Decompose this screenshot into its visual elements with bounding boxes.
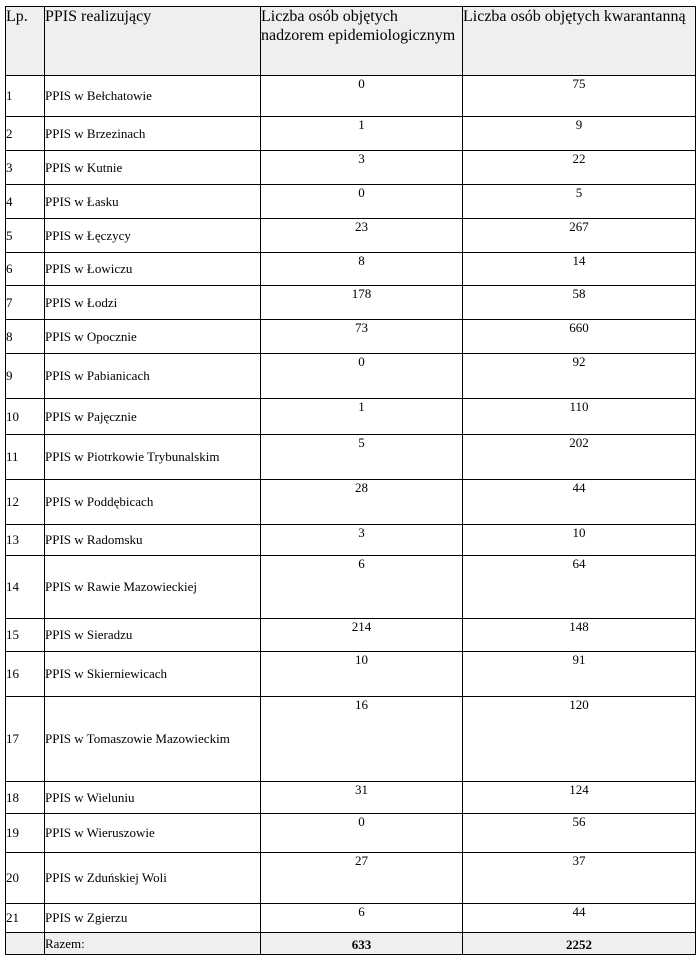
- row-nadzor: 8: [261, 253, 463, 286]
- row-nadzor: 28: [261, 480, 463, 525]
- row-nadzor: 16: [261, 697, 463, 782]
- row-lp: 17: [6, 697, 45, 782]
- header-nadzor: Liczba osób objętych nadzorem epidemiologicznym: [261, 7, 463, 76]
- row-name: PPIS w Zduńskiej Woli: [45, 853, 261, 904]
- row-kwarantanna: 660: [463, 320, 696, 354]
- table-row: [6, 556, 696, 619]
- row-name: PPIS w Piotrkowie Trybunalskim: [45, 435, 261, 480]
- row-kwarantanna: 9: [463, 117, 696, 151]
- table-row: [6, 117, 696, 151]
- row-name: PPIS w Rawie Mazowieckiej: [45, 556, 261, 619]
- row-name: PPIS w Zgierzu: [45, 904, 261, 933]
- table-row: [6, 185, 696, 219]
- row-kwarantanna: 22: [463, 151, 696, 185]
- row-lp: 6: [6, 253, 45, 286]
- row-name: PPIS w Wieluniu: [45, 782, 261, 814]
- table-row: [6, 853, 696, 904]
- table-row: [6, 435, 696, 480]
- row-kwarantanna: 14: [463, 253, 696, 286]
- total-nadzor: 633: [261, 933, 463, 955]
- table-row: [6, 525, 696, 556]
- table-row: [6, 782, 696, 814]
- row-name: PPIS w Łęczycy: [45, 219, 261, 253]
- row-name: PPIS w Tomaszowie Mazowieckim: [45, 697, 261, 782]
- table-row: [6, 399, 696, 435]
- row-nadzor: 3: [261, 151, 463, 185]
- header-lp: Lp.: [6, 7, 45, 76]
- row-kwarantanna: 5: [463, 185, 696, 219]
- row-name: PPIS w Wieruszowie: [45, 814, 261, 853]
- row-nadzor: 31: [261, 782, 463, 814]
- row-nadzor: 0: [261, 354, 463, 399]
- row-name: PPIS w Łowiczu: [45, 253, 261, 286]
- row-nadzor: 73: [261, 320, 463, 354]
- table-row: [6, 76, 696, 117]
- row-kwarantanna: 44: [463, 480, 696, 525]
- total-row: [6, 933, 696, 955]
- row-lp: 21: [6, 904, 45, 933]
- row-name: PPIS w Kutnie: [45, 151, 261, 185]
- total-lp-cell: [6, 933, 45, 955]
- table-row: [6, 814, 696, 853]
- row-lp: 16: [6, 652, 45, 697]
- row-lp: 20: [6, 853, 45, 904]
- row-lp: 19: [6, 814, 45, 853]
- row-kwarantanna: 110: [463, 399, 696, 435]
- row-name: PPIS w Opocznie: [45, 320, 261, 354]
- total-kwarantanna: 2252: [463, 933, 696, 955]
- header-kwarantanna: Liczba osób objętych kwarantanną: [463, 7, 696, 76]
- row-name: PPIS w Sieradzu: [45, 619, 261, 652]
- table-row: [6, 219, 696, 253]
- row-nadzor: 5: [261, 435, 463, 480]
- table-row: [6, 286, 696, 320]
- row-nadzor: 0: [261, 814, 463, 853]
- row-nadzor: 214: [261, 619, 463, 652]
- row-kwarantanna: 10: [463, 525, 696, 556]
- row-nadzor: 10: [261, 652, 463, 697]
- table-row: [6, 697, 696, 782]
- table-body: [6, 76, 696, 933]
- row-name: PPIS w Pajęcznie: [45, 399, 261, 435]
- row-lp: 9: [6, 354, 45, 399]
- table-row: [6, 151, 696, 185]
- row-nadzor: 3: [261, 525, 463, 556]
- row-lp: 4: [6, 185, 45, 219]
- table-row: [6, 904, 696, 933]
- row-lp: 2: [6, 117, 45, 151]
- table-row: [6, 652, 696, 697]
- row-nadzor: 1: [261, 117, 463, 151]
- row-lp: 8: [6, 320, 45, 354]
- row-nadzor: 27: [261, 853, 463, 904]
- row-kwarantanna: 202: [463, 435, 696, 480]
- header-ppis: PPIS realizujący: [45, 7, 261, 76]
- row-kwarantanna: 91: [463, 652, 696, 697]
- row-name: PPIS w Bełchatowie: [45, 76, 261, 117]
- row-lp: 14: [6, 556, 45, 619]
- row-lp: 12: [6, 480, 45, 525]
- row-lp: 18: [6, 782, 45, 814]
- row-name: PPIS w Pabianicach: [45, 354, 261, 399]
- row-lp: 13: [6, 525, 45, 556]
- table-row: [6, 253, 696, 286]
- row-lp: 10: [6, 399, 45, 435]
- row-kwarantanna: 124: [463, 782, 696, 814]
- row-kwarantanna: 92: [463, 354, 696, 399]
- data-table: [5, 6, 696, 955]
- row-kwarantanna: 37: [463, 853, 696, 904]
- row-lp: 1: [6, 76, 45, 117]
- row-name: PPIS w Brzezinach: [45, 117, 261, 151]
- row-kwarantanna: 44: [463, 904, 696, 933]
- row-lp: 11: [6, 435, 45, 480]
- row-nadzor: 23: [261, 219, 463, 253]
- row-lp: 5: [6, 219, 45, 253]
- row-kwarantanna: 58: [463, 286, 696, 320]
- row-nadzor: 0: [261, 185, 463, 219]
- row-lp: 15: [6, 619, 45, 652]
- row-name: PPIS w Poddębicach: [45, 480, 261, 525]
- row-name: PPIS w Łodzi: [45, 286, 261, 320]
- row-nadzor: 178: [261, 286, 463, 320]
- row-kwarantanna: 56: [463, 814, 696, 853]
- row-nadzor: 6: [261, 904, 463, 933]
- total-label: Razem:: [45, 933, 261, 955]
- row-kwarantanna: 267: [463, 219, 696, 253]
- row-nadzor: 1: [261, 399, 463, 435]
- table-row: [6, 619, 696, 652]
- header-row: [6, 7, 696, 76]
- row-nadzor: 6: [261, 556, 463, 619]
- row-name: PPIS w Łasku: [45, 185, 261, 219]
- row-lp: 7: [6, 286, 45, 320]
- row-kwarantanna: 64: [463, 556, 696, 619]
- row-kwarantanna: 148: [463, 619, 696, 652]
- row-kwarantanna: 75: [463, 76, 696, 117]
- row-nadzor: 0: [261, 76, 463, 117]
- row-name: PPIS w Skierniewicach: [45, 652, 261, 697]
- table-row: [6, 320, 696, 354]
- row-kwarantanna: 120: [463, 697, 696, 782]
- row-name: PPIS w Radomsku: [45, 525, 261, 556]
- table-row: [6, 354, 696, 399]
- row-lp: 3: [6, 151, 45, 185]
- table-row: [6, 480, 696, 525]
